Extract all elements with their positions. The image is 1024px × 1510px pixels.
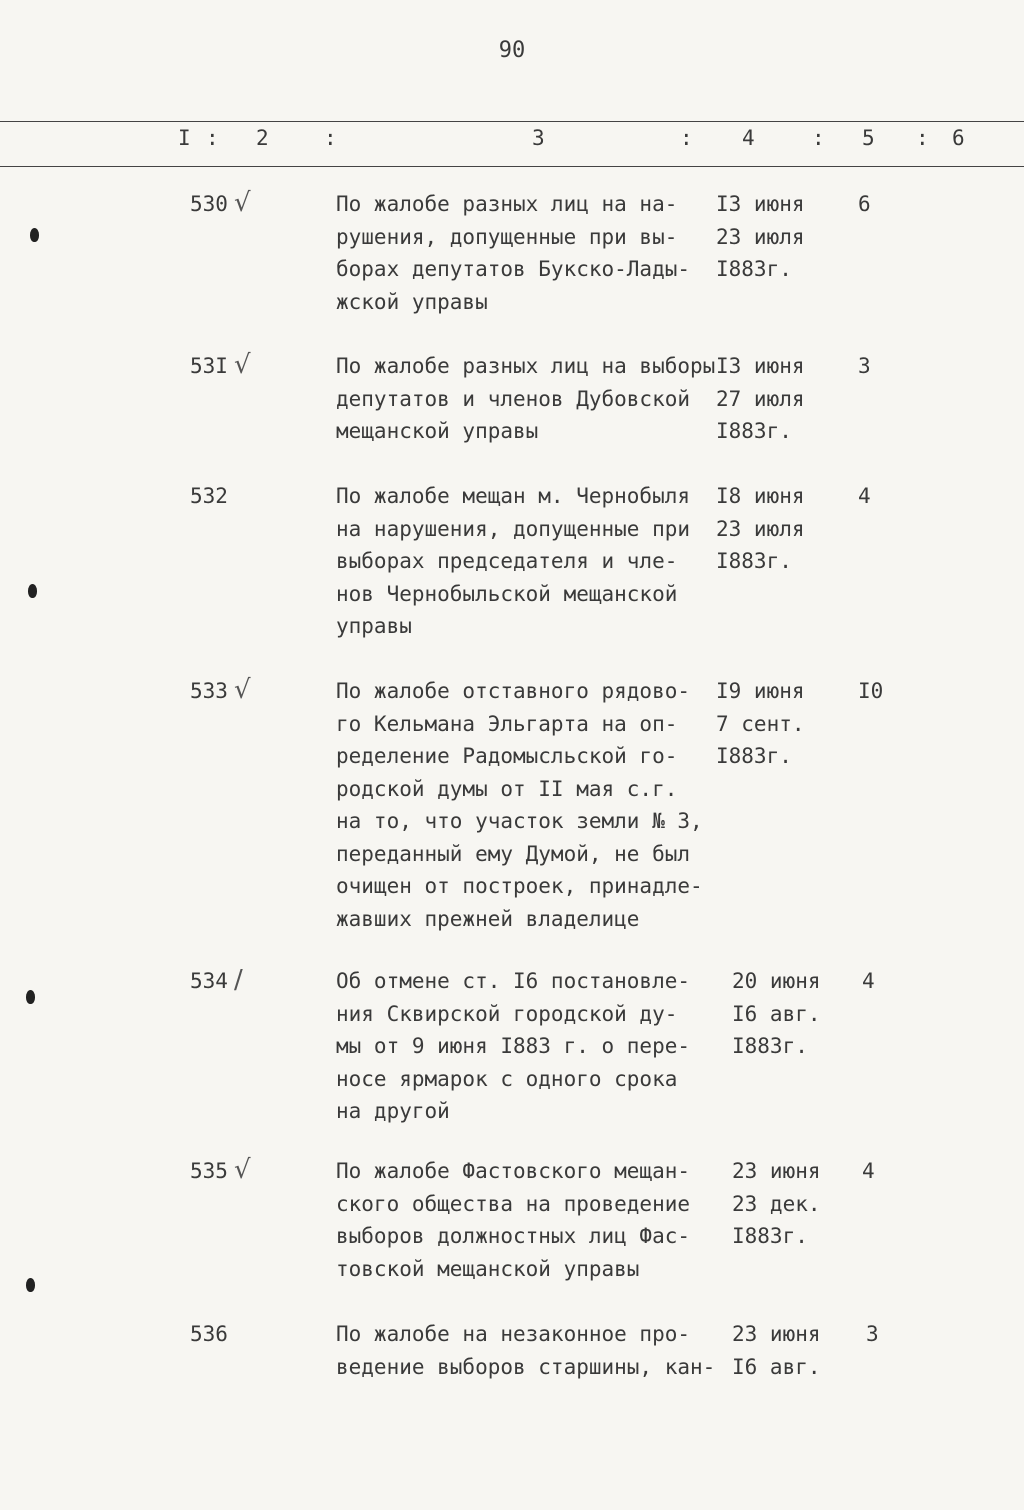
record-page-count: 3 [866,1322,879,1346]
record-number: 533 √ [190,675,251,705]
record-page-count: 6 [858,192,871,216]
punch-hole-mark [30,228,39,242]
record-number: 530 √ [190,188,251,218]
record-dates: I9 июня 7 сент. I883г. [716,679,805,768]
checkmark-icon: √ [233,188,251,218]
record-page-count: 4 [862,969,875,993]
record-description: Об отмене ст. I6 постановле- ния Сквирской городской ду- мы от 9 июня I883 г. о пере- носе ярмарок с одного срока на другой [336,969,691,1123]
header-separator: : [206,126,219,150]
record-page-count: I0 [858,679,884,703]
column-header-row [0,126,1024,154]
punch-hole-mark [26,990,35,1004]
punch-hole-mark [26,1278,35,1292]
record-description: По жалобе разных лиц на выборы депутатов и членов Дубовской мещанской управы [336,354,716,443]
header-separator: : [812,126,825,150]
record-description: По жалобе Фастовского мещан- ского общества на проведение выборов должностных лиц Фас- товской мещанской управы [336,1159,691,1281]
record-number: 536 [190,1322,228,1346]
header-top-rule [0,121,1024,122]
record-page-count: 3 [858,354,871,378]
header-bottom-rule [0,166,1024,167]
header-separator: : [324,126,337,150]
checkmark-icon: √ [233,1155,251,1185]
checkmark-icon: √ [233,350,251,380]
header-col-6: 6 [952,126,965,150]
record-dates: I3 июня 27 июля I883г. [716,354,805,443]
record-page-count: 4 [862,1159,875,1183]
record-dates: I3 июня 23 июля I883г. [716,192,805,281]
checkmark-icon: / [233,965,243,995]
record-dates: 20 июня I6 авг. I883г. [732,969,821,1058]
record-number: 535 √ [190,1155,251,1185]
header-separator: : [680,126,693,150]
record-description: По жалобе отставного рядово- го Кельмана Эльгарта на оп- ределение Радомысльской го- родской думы от II мая с.г. на то, что участок земли № 3, переданный ему Думой, не был очищен от построек, принадле- жавших прежней владелице [336,679,703,931]
record-page-count: 4 [858,484,871,508]
punch-hole-mark [28,584,37,598]
record-dates: I8 июня 23 июля I883г. [716,484,805,573]
header-col-1: I [178,126,191,150]
header-col-3: 3 [532,126,545,150]
record-description: По жалобе на незаконное про- ведение выборов старшины, кан- [336,1322,716,1379]
record-number: 53I √ [190,350,251,380]
record-dates: 23 июня I6 авг. [732,1322,821,1379]
record-number: 534 / [190,965,243,995]
header-col-2: 2 [256,126,269,150]
checkmark-icon: √ [233,675,251,705]
header-col-4: 4 [742,126,755,150]
header-separator: : [916,126,929,150]
header-col-5: 5 [862,126,875,150]
record-number: 532 [190,484,228,508]
record-description: По жалобе мещан м. Чернобыля на нарушения, допущенные при выборах председателя и чле- нов Чернобыльской мещанской управы [336,484,691,638]
record-dates: 23 июня 23 дек. I883г. [732,1159,821,1248]
record-description: По жалобе разных лиц на на- рушения, допущенные при вы- борах депутатов Букско-Лады- жской управы [336,192,691,314]
page-number: 90 [498,38,526,63]
